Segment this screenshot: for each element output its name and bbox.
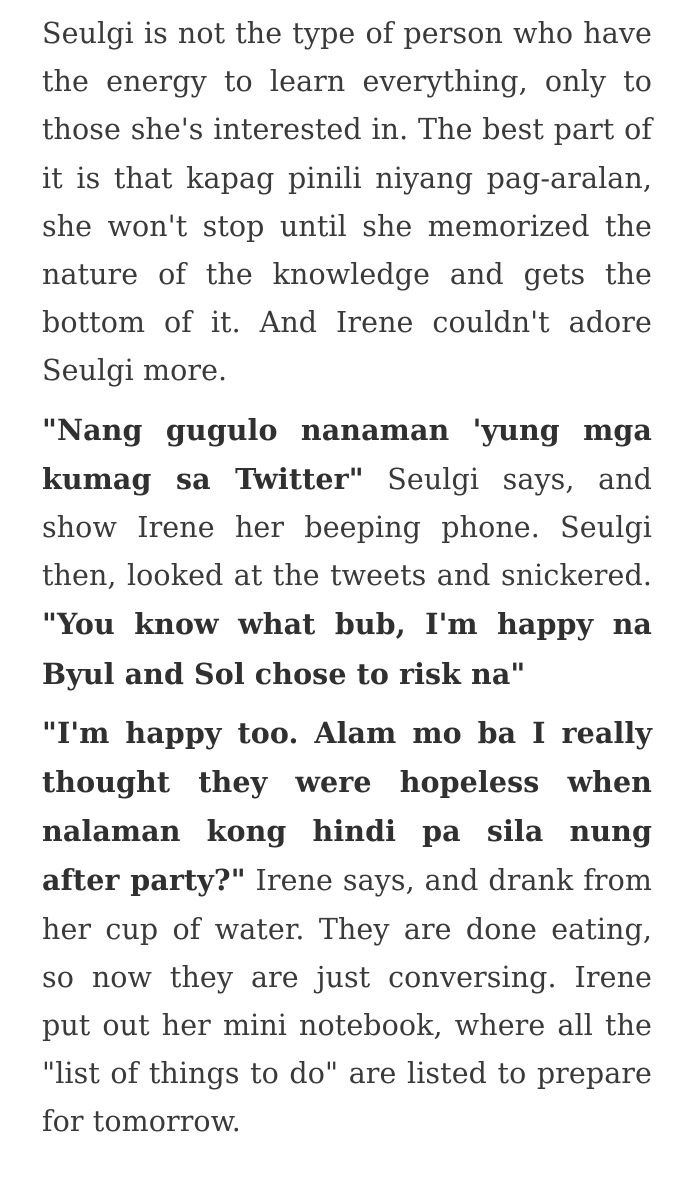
paragraph-2-dialogue-seulgi-2: "You know what bub, I'm happy na Byul and Sol chose to risk na" <box>42 607 652 691</box>
paragraph-3-dialogue-irene: "I'm happy too. Alam mo ba I really thought they were hopeless when nalaman kong hindi pa sila nung after party?" <box>42 715 652 898</box>
paragraph-3 <box>42 709 652 1147</box>
paragraph-3-narration: Irene says, and drank from her cup of water. They are done eating, so now they are just conversing. Irene put out her mini notebook, where all the "list of things to do" are listed to prepare for tomorrow. <box>42 864 652 1139</box>
paragraph-1 <box>42 10 652 396</box>
paragraph-2-dialogue-seulgi: "Nang gugulo nanaman 'yung mga kumag sa Twitter" <box>42 412 652 496</box>
paragraph-2 <box>42 406 652 699</box>
paragraph-1-text: Seulgi is not the type of person who have the energy to learn everything, only to those she's interested in. The best part of it is that kapag pinili niyang pag-aralan, she won't stop until she memorized the nature of the knowledge and gets the bottom of it. And Irene couldn't adore Seulgi more. <box>42 17 652 388</box>
paragraph-2-narration: Seulgi says, and show Irene her beeping phone. Seulgi then, looked at the tweets and snickered. <box>42 462 653 593</box>
